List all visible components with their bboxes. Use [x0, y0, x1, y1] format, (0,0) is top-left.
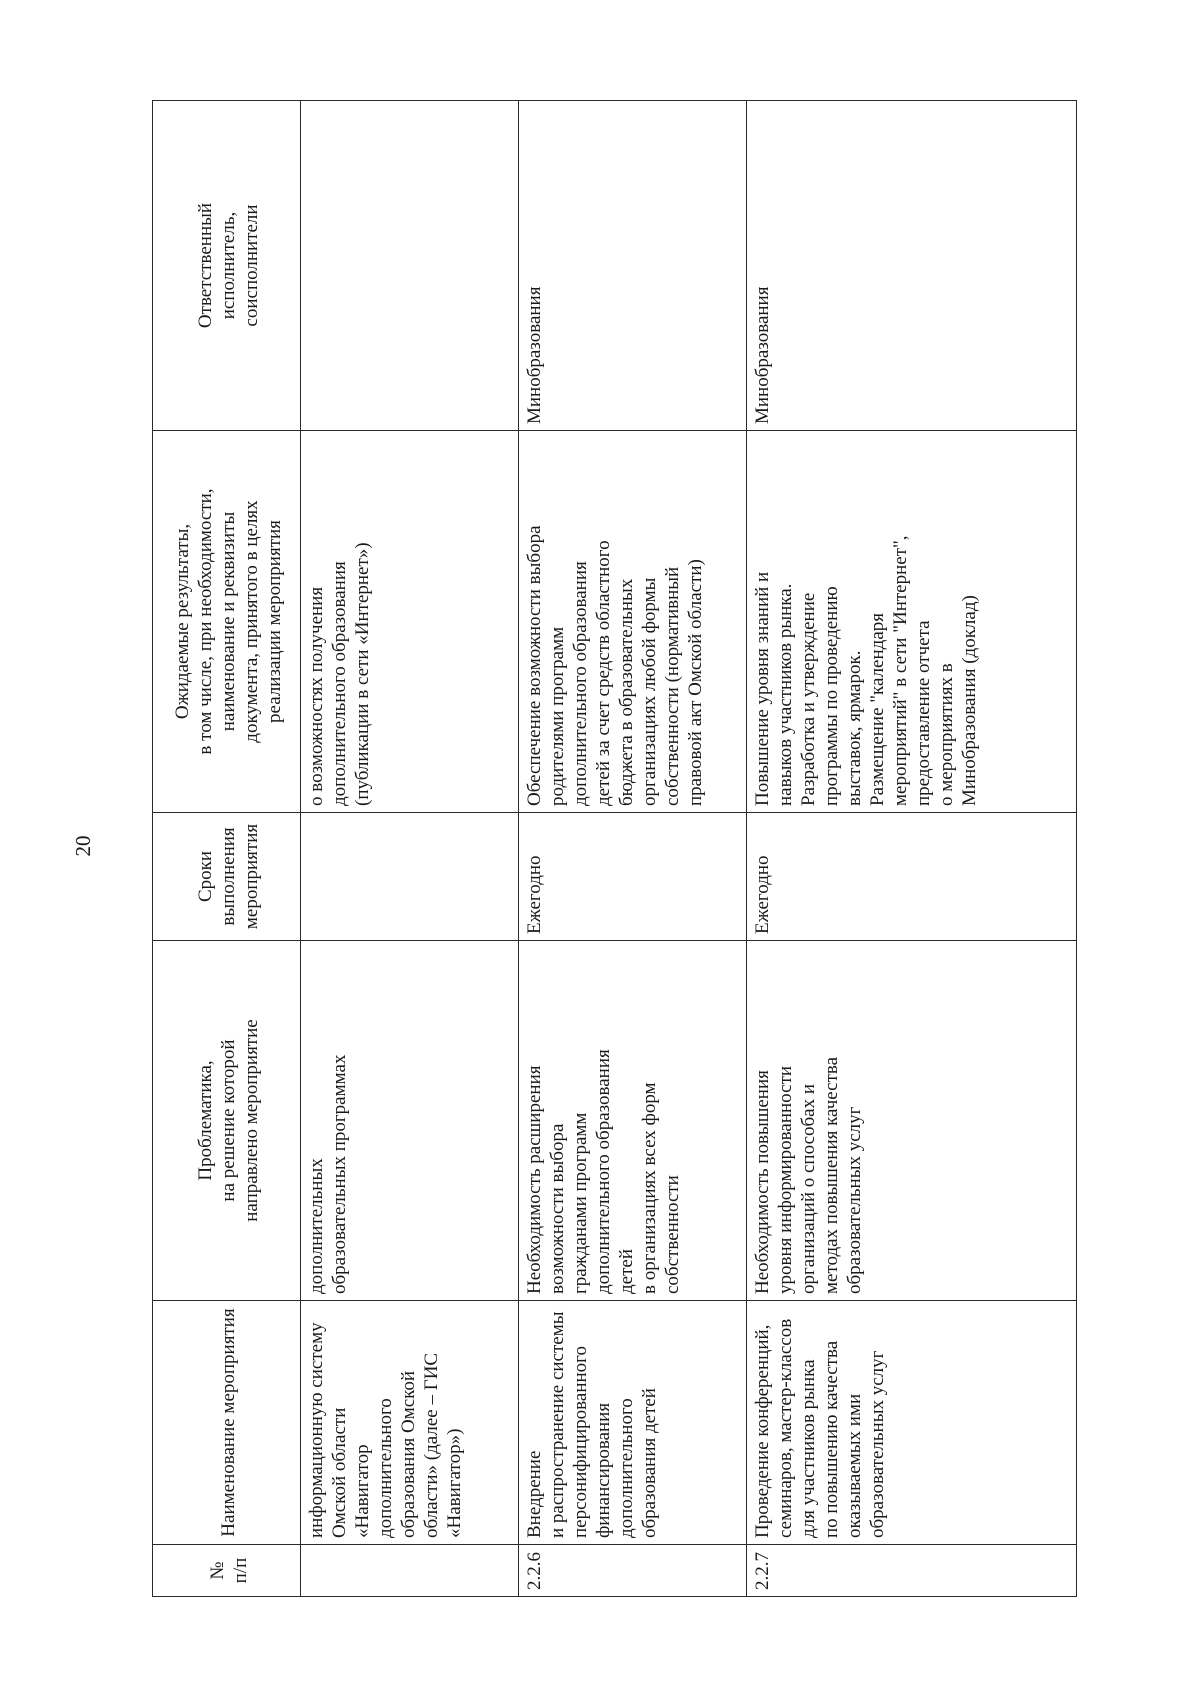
header-num: № п/п	[153, 1545, 301, 1597]
row-result: Обеспечение возможности выбора родителями программ дополнительного образования детей за счет средств областного бюджета в образовательных организациях любой формы собственности (нормативный правовой акт Омской области)	[519, 431, 747, 813]
header-result: Ожидаемые результаты, в том числе, при необходимости, наименование и реквизиты документа, принятого в целях реализации мероприятия	[153, 431, 301, 813]
table-row	[519, 101, 747, 1597]
row-num: 2.2.7	[747, 1545, 1077, 1597]
row-problem: дополнительных образовательных программах	[301, 941, 519, 1301]
page-number: 20	[71, 835, 95, 857]
row-responsible	[301, 101, 519, 431]
table-row	[301, 101, 519, 1597]
header-name: Наименование мероприятия	[153, 1301, 301, 1545]
row-name: Внедрение и распространение системы персонифицированного финансирования дополнительного образования детей	[519, 1301, 747, 1545]
header-responsible: Ответственный исполнитель, соисполнители	[153, 101, 301, 431]
row-term	[301, 813, 519, 941]
header-term: Сроки выполнения мероприятия	[153, 813, 301, 941]
row-result: Повышение уровня знаний и навыков участников рынка. Разработка и утверждение программы по проведению выставок, ярмарок. Размещение "календаря мероприятий" в сети "Интернет", предоставление отчета о мероприятиях в Минобразования (доклад)	[747, 431, 1077, 813]
measures-table	[152, 100, 1077, 1597]
row-name: информационную систему Омской области «Навигатор дополнительного образования Омской области» (далее – ГИС «Навигатор»)	[301, 1301, 519, 1545]
header-problem: Проблематика, на решение которой направлено мероприятие	[153, 941, 301, 1301]
row-responsible: Минобразования	[747, 101, 1077, 431]
rotated-table-frame	[152, 101, 1076, 1597]
row-responsible: Минобразования	[519, 101, 747, 431]
row-num: 2.2.6	[519, 1545, 747, 1597]
table-header-row	[153, 101, 301, 1597]
row-term: Ежегодно	[747, 813, 1077, 941]
row-term: Ежегодно	[519, 813, 747, 941]
row-num	[301, 1545, 519, 1597]
row-name: Проведение конференций, семинаров, мастер-классов для участников рынка по повышению качества оказываемых ими образовательных услуг	[747, 1301, 1077, 1545]
row-problem: Необходимость повышения уровня информированности организаций о способах и методах повышения качества образовательных услуг	[747, 941, 1077, 1301]
row-problem: Необходимость расширения возможности выбора гражданами программ дополнительного образования детей в организациях всех форм собственности	[519, 941, 747, 1301]
row-result: о возможностях получения дополнительного образования (публикации в сети «Интернет»)	[301, 431, 519, 813]
table-container	[152, 101, 1076, 1597]
table-row	[747, 101, 1077, 1597]
